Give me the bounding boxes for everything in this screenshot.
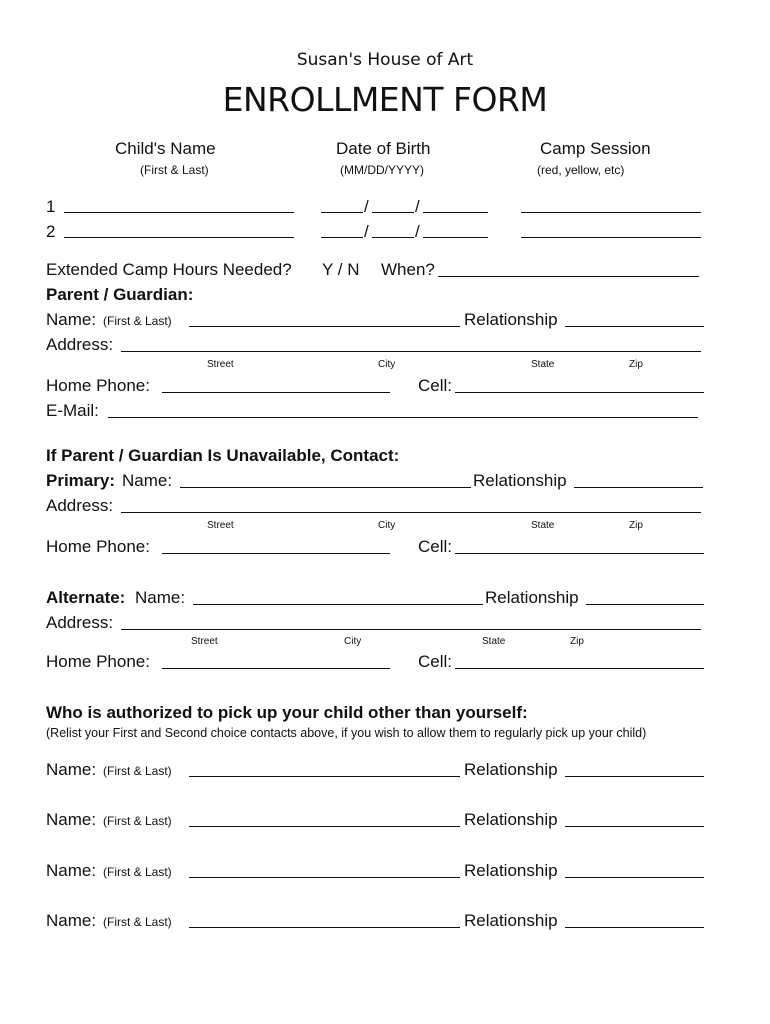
business-name: Susan's House of Art xyxy=(296,50,474,70)
extended-hours-label: Extended Camp Hours Needed? xyxy=(46,260,292,279)
address-city-hint: City xyxy=(344,636,362,647)
pickup-name-field[interactable] xyxy=(189,776,460,777)
alternate-relationship-label: Relationship xyxy=(485,588,579,607)
primary-relationship-field[interactable] xyxy=(574,487,703,488)
primary-relationship-label: Relationship xyxy=(473,471,567,490)
primary-cell-field[interactable] xyxy=(455,553,704,554)
primary-address-field[interactable] xyxy=(121,512,701,513)
address-state-hint: State xyxy=(531,359,555,370)
camp-session-field[interactable] xyxy=(521,237,701,238)
parent-address-field[interactable] xyxy=(121,351,701,352)
pickup-relationship-field[interactable] xyxy=(565,927,704,928)
pickup-relationship-label: Relationship xyxy=(464,911,558,930)
pickup-name-hint: (First & Last) xyxy=(103,814,172,828)
parent-heading: Parent / Guardian: xyxy=(46,285,194,304)
parent-home-phone-field[interactable] xyxy=(162,392,390,393)
date-separator: / xyxy=(364,222,369,241)
dob-month-field[interactable] xyxy=(321,212,363,213)
form-title: ENROLLMENT FORM xyxy=(222,80,548,119)
extended-hours-yes-no[interactable]: Y / N xyxy=(322,260,360,279)
alternate-relationship-field[interactable] xyxy=(586,604,704,605)
dob-column-hint: (MM/DD/YYYY) xyxy=(340,163,424,177)
pickup-name-label: Name: xyxy=(46,861,97,880)
alternate-address-field[interactable] xyxy=(121,629,701,630)
alternate-address-label: Address: xyxy=(46,613,114,632)
dob-day-field[interactable] xyxy=(372,212,414,213)
address-zip-hint: Zip xyxy=(570,636,584,647)
pickup-name-hint: (First & Last) xyxy=(103,764,172,778)
parent-address-label: Address: xyxy=(46,335,114,354)
parent-home-phone-label: Home Phone: xyxy=(46,376,150,395)
dob-column-header: Date of Birth xyxy=(336,139,431,158)
pickup-name-label: Name: xyxy=(46,911,97,930)
contact-heading: If Parent / Guardian Is Unavailable, Contact: xyxy=(46,446,400,465)
camp-session-column-header: Camp Session xyxy=(540,139,651,158)
alternate-prefix: Alternate: xyxy=(46,588,126,607)
parent-email-label: E-Mail: xyxy=(46,401,99,420)
camp-session-column-hint: (red, yellow, etc) xyxy=(537,163,625,177)
alternate-home-phone-label: Home Phone: xyxy=(46,652,150,671)
pickup-name-hint: (First & Last) xyxy=(103,915,172,929)
address-street-hint: Street xyxy=(207,520,234,531)
primary-prefix: Primary: xyxy=(46,471,115,490)
pickup-name-hint: (First & Last) xyxy=(103,865,172,879)
pickup-name-field[interactable] xyxy=(189,826,460,827)
dob-year-field[interactable] xyxy=(423,212,488,213)
child-name-column-header: Child's Name xyxy=(115,139,216,158)
alternate-cell-label: Cell: xyxy=(418,652,453,671)
parent-email-field[interactable] xyxy=(108,417,698,418)
parent-cell-field[interactable] xyxy=(455,392,704,393)
child-name-column-hint: (First & Last) xyxy=(140,163,209,177)
date-separator: / xyxy=(415,197,420,216)
address-street-hint: Street xyxy=(191,636,218,647)
primary-home-phone-label: Home Phone: xyxy=(46,537,150,556)
when-field[interactable] xyxy=(438,276,699,277)
pickup-name-label: Name: xyxy=(46,810,97,829)
camp-session-field[interactable] xyxy=(521,212,701,213)
child-name-field[interactable] xyxy=(64,237,294,238)
primary-name-field[interactable] xyxy=(180,487,471,488)
child-name-field[interactable] xyxy=(64,212,294,213)
primary-address-label: Address: xyxy=(46,496,114,515)
pickup-relationship-label: Relationship xyxy=(464,861,558,880)
row-number: 2 xyxy=(46,222,56,241)
alternate-home-phone-field[interactable] xyxy=(162,668,390,669)
primary-name-label: Name: xyxy=(122,471,173,490)
pickup-heading: Who is authorized to pick up your child other than yourself: xyxy=(46,703,528,722)
parent-name-label: Name: xyxy=(46,310,97,329)
dob-year-field[interactable] xyxy=(423,237,488,238)
pickup-note: (Relist your First and Second choice contacts above, if you wish to allow them to regularly pick up your child) xyxy=(46,726,647,740)
parent-name-hint: (First & Last) xyxy=(103,314,172,328)
parent-cell-label: Cell: xyxy=(418,376,453,395)
address-state-hint: State xyxy=(482,636,506,647)
pickup-relationship-field[interactable] xyxy=(565,826,704,827)
pickup-relationship-field[interactable] xyxy=(565,776,704,777)
parent-relationship-label: Relationship xyxy=(464,310,558,329)
dob-month-field[interactable] xyxy=(321,237,363,238)
alternate-cell-field[interactable] xyxy=(455,668,704,669)
pickup-name-label: Name: xyxy=(46,760,97,779)
alternate-name-label: Name: xyxy=(135,588,186,607)
address-street-hint: Street xyxy=(207,359,234,370)
address-city-hint: City xyxy=(378,520,396,531)
when-label: When? xyxy=(381,260,435,279)
pickup-name-field[interactable] xyxy=(189,927,460,928)
address-zip-hint: Zip xyxy=(629,520,643,531)
pickup-relationship-label: Relationship xyxy=(464,760,558,779)
date-separator: / xyxy=(364,197,369,216)
dob-day-field[interactable] xyxy=(372,237,414,238)
parent-relationship-field[interactable] xyxy=(565,326,704,327)
alternate-name-field[interactable] xyxy=(193,604,483,605)
parent-name-field[interactable] xyxy=(189,326,460,327)
pickup-relationship-label: Relationship xyxy=(464,810,558,829)
address-zip-hint: Zip xyxy=(629,359,643,370)
address-state-hint: State xyxy=(531,520,555,531)
row-number: 1 xyxy=(46,197,56,216)
address-city-hint: City xyxy=(378,359,396,370)
pickup-name-field[interactable] xyxy=(189,877,460,878)
primary-cell-label: Cell: xyxy=(418,537,453,556)
date-separator: / xyxy=(415,222,420,241)
pickup-relationship-field[interactable] xyxy=(565,877,704,878)
primary-home-phone-field[interactable] xyxy=(162,553,390,554)
